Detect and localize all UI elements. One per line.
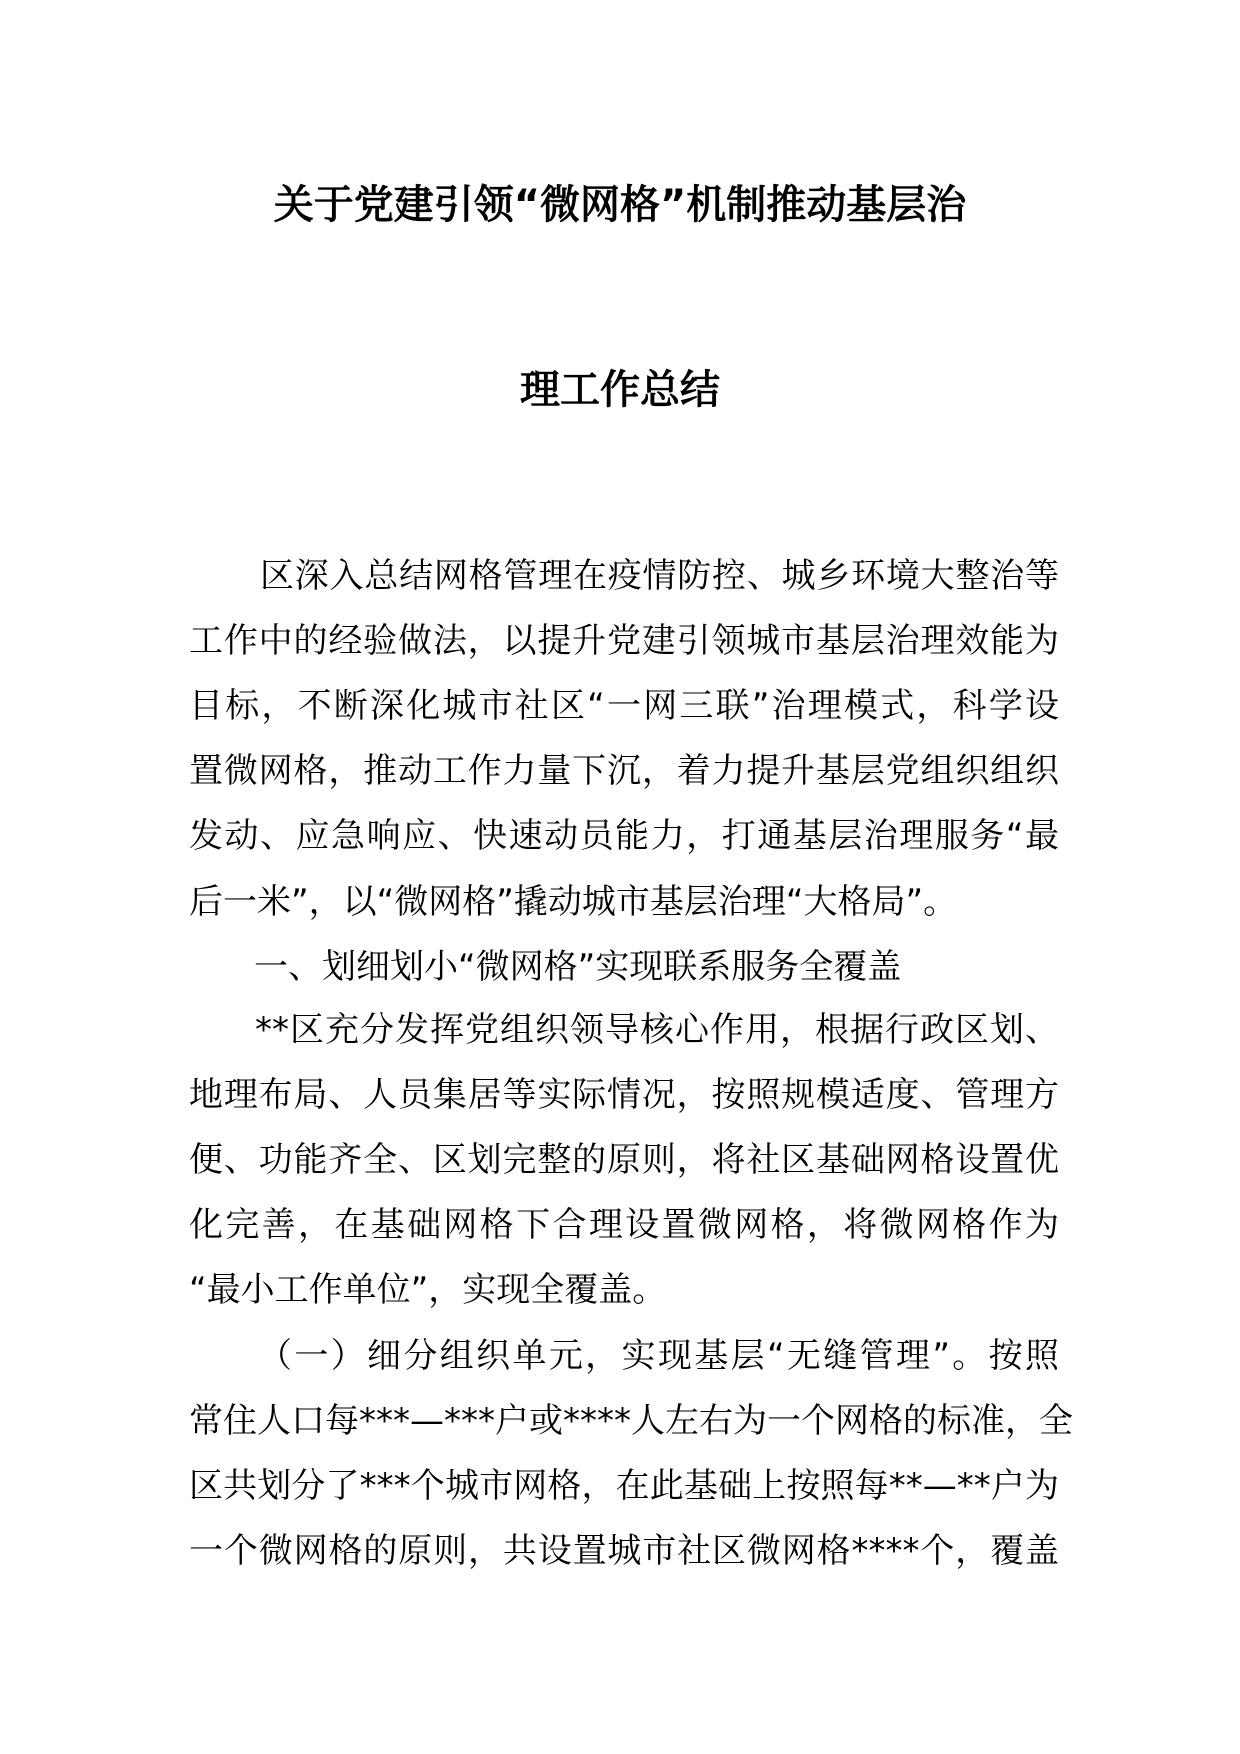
body-line-16: 一个微网格的原则，共设置城市社区微网格****个，覆盖: [189, 1531, 1059, 1571]
body-line-12: “最小工作单位”，实现全覆盖。: [189, 1270, 667, 1310]
subsection-heading-1: （一）细分组织单元，实现基层“无缝管理”。按照: [258, 1336, 1059, 1376]
body-line-1: 区深入总结网格管理在疫情防控、城乡环境大整治等: [260, 556, 1059, 596]
body-line-4: 置微网格，推动工作力量下沉，着力提升基层党组织组织: [189, 751, 1059, 791]
body-line-5: 发动、应急响应、快速动员能力，打通基层治理服务“最: [189, 816, 1059, 856]
body-line-9: 地理布局、人员集居等实际情况，按照规模适度、管理方: [189, 1075, 1059, 1115]
body-line-6: 后一米”，以“微网格”撬动城市基层治理“大格局”。: [189, 882, 958, 922]
body-line-15: 区共划分了***个城市网格，在此基础上按照每**—**户为: [189, 1466, 1059, 1506]
document-title-line-2: 理工作总结: [520, 367, 720, 413]
body-line-2: 工作中的经验做法，以提升党建引领城市基层治理效能为: [189, 621, 1059, 661]
document-title-line-1: 关于党建引领“微网格”机制推动基层治: [273, 182, 967, 228]
body-line-3: 目标，不断深化城市社区“一网三联”治理模式，科学设: [189, 686, 1059, 726]
section-heading-1: 一、划细划小“微网格”实现联系服务全覆盖: [254, 947, 902, 987]
body-line-14: 常住人口每***—***户或****人左右为一个网格的标准，全: [189, 1401, 1073, 1441]
body-line-11: 化完善，在基础网格下合理设置微网格，将微网格作为: [189, 1205, 1059, 1245]
body-line-8: **区充分发挥党组织领导核心作用，根据行政区划、: [255, 1010, 1059, 1050]
body-line-10: 便、功能齐全、区划完整的原则，将社区基础网格设置优: [189, 1140, 1059, 1180]
